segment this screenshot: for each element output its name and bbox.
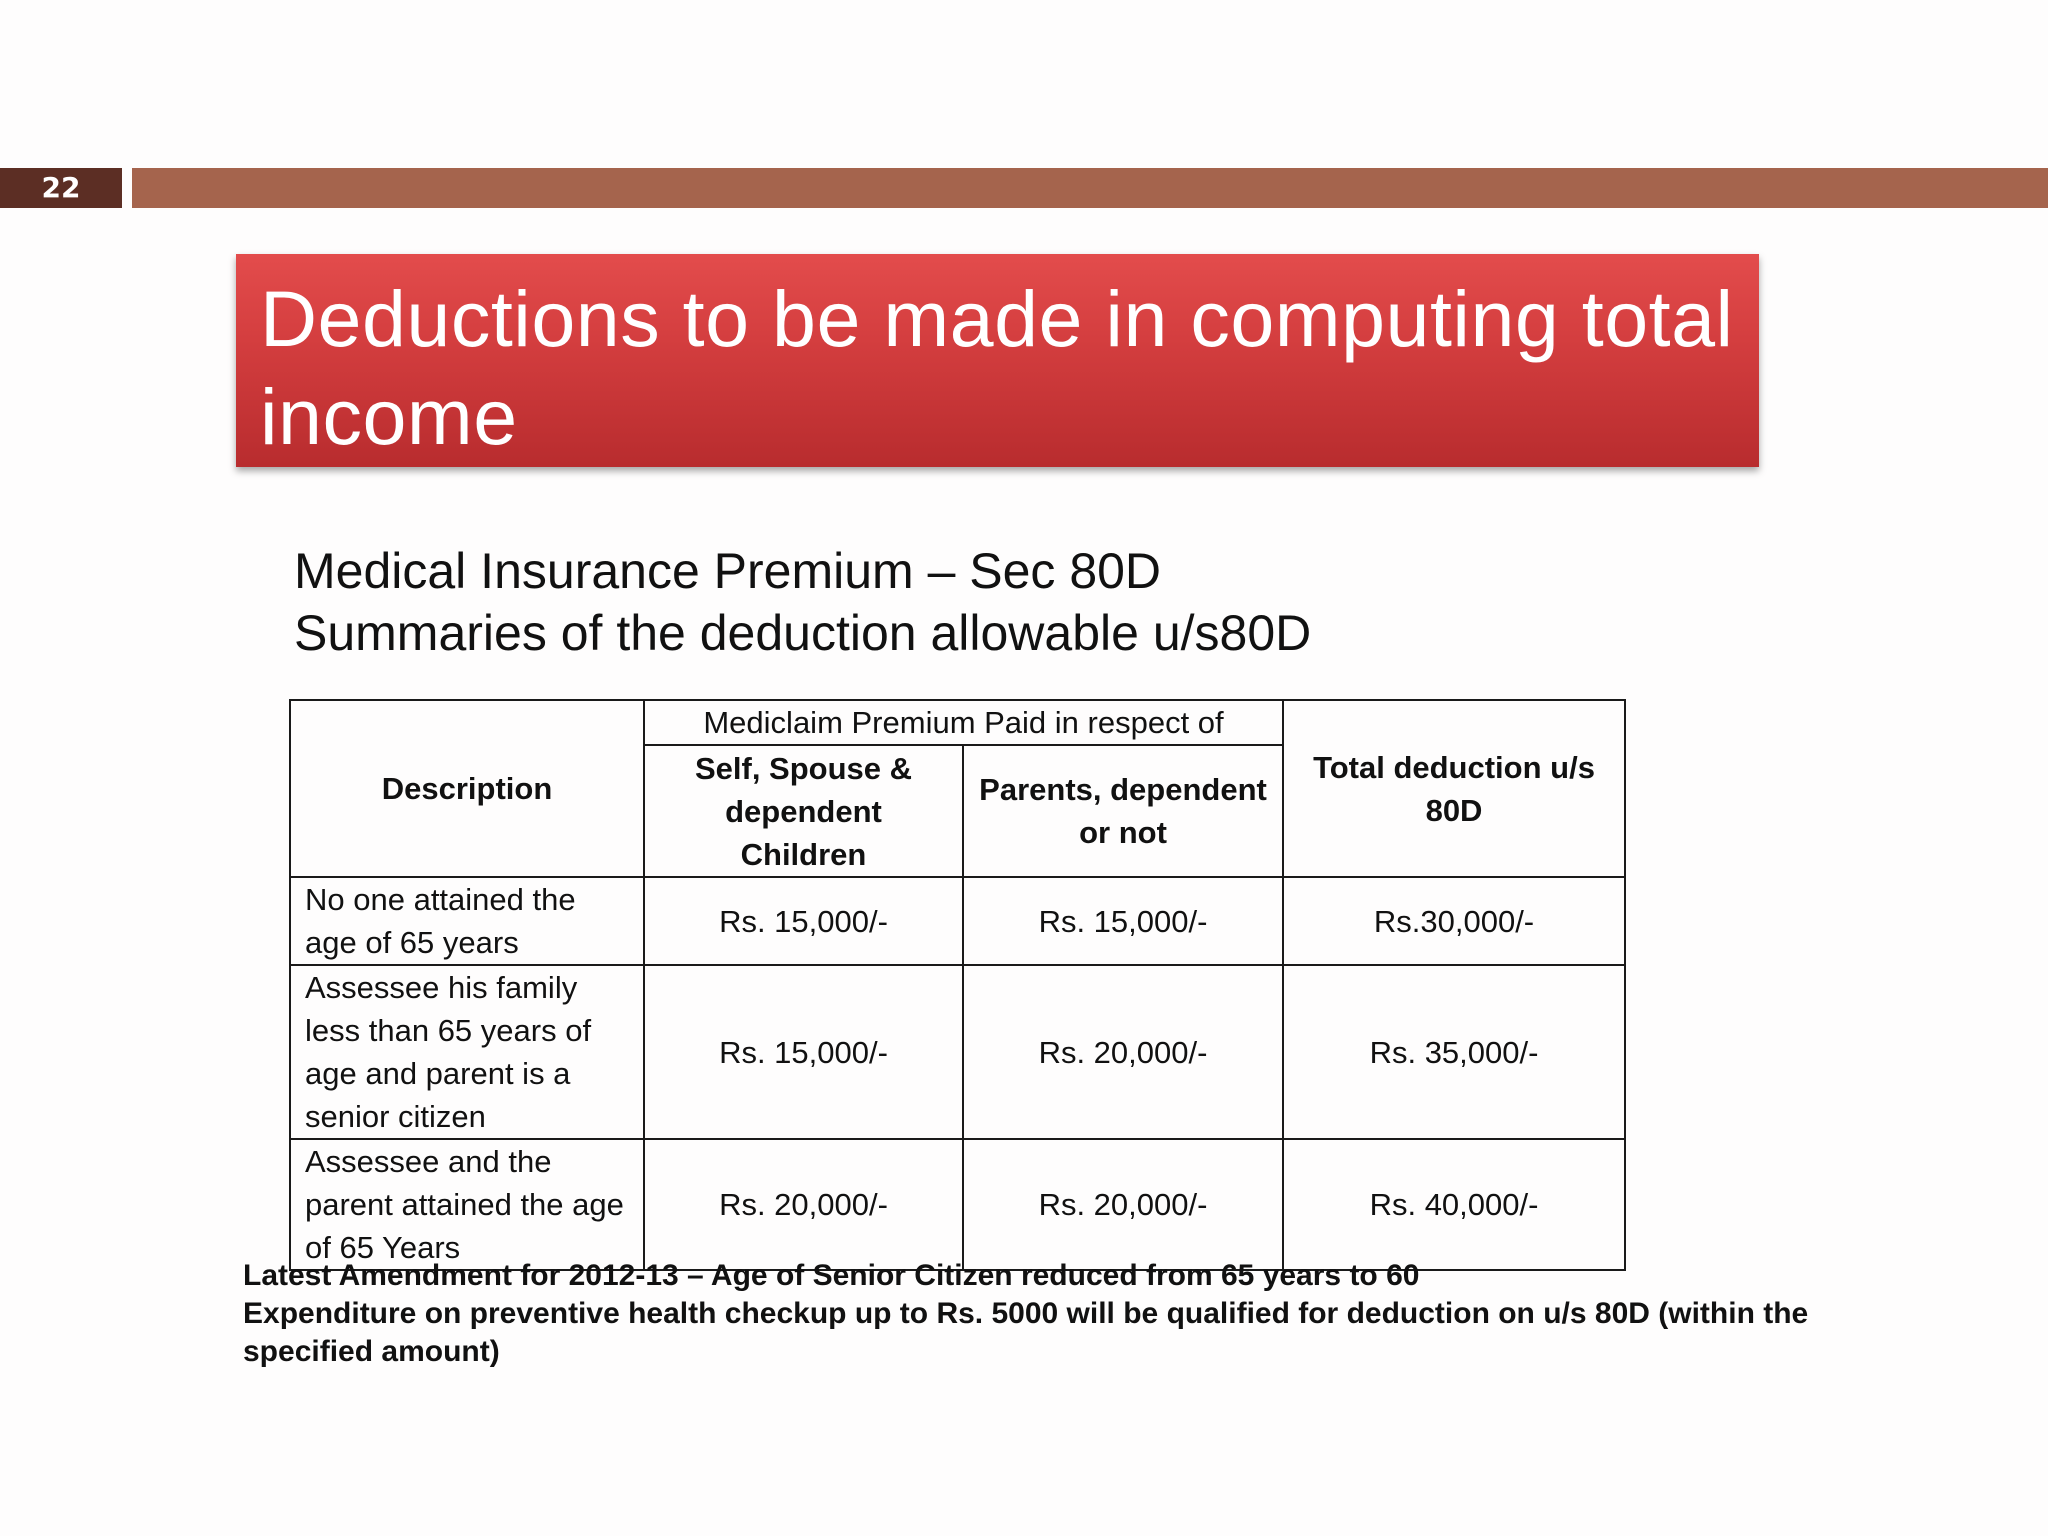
row-parents-amount: Rs. 20,000/- [963, 1139, 1283, 1270]
subtitle-block [294, 540, 1311, 664]
row-self-amount: Rs. 15,000/- [644, 877, 963, 965]
row-self-amount: Rs. 20,000/- [644, 1139, 963, 1270]
header-parents: Parents, dependent or not [963, 745, 1283, 877]
header-bar [132, 168, 2048, 208]
row-parents-amount: Rs. 15,000/- [963, 877, 1283, 965]
table-row [290, 1139, 1625, 1270]
checkup-note: Expenditure on preventive health checkup up to Rs. 5000 will be qualified for deduction on u/s 80D (within the specified amount) [243, 1297, 1809, 1368]
row-total-amount: Rs.30,000/- [1283, 877, 1625, 965]
row-self-amount: Rs. 15,000/- [644, 965, 963, 1139]
table-row [290, 877, 1625, 965]
row-total-amount: Rs. 35,000/- [1283, 965, 1625, 1139]
footnotes [243, 1257, 1893, 1371]
slide-title-banner [236, 254, 1759, 467]
amendment-note: Latest Amendment for 2012-13 – Age of Senior Citizen reduced from 65 years to 60 [243, 1259, 1420, 1292]
row-parents-amount: Rs. 20,000/- [963, 965, 1283, 1139]
row-description: No one attained the age of 65 years [290, 877, 644, 965]
deduction-table [289, 699, 1626, 1271]
header-total-deduction: Total deduction u/s 80D [1283, 700, 1625, 877]
slide-number: 22 [0, 168, 122, 208]
subtitle-line-2: Summaries of the deduction allowable u/s80D [294, 605, 1312, 661]
row-description: Assessee his family less than 65 years of age and parent is a senior citizen [290, 965, 644, 1139]
row-total-amount: Rs. 40,000/- [1283, 1139, 1625, 1270]
header-mediclaim-group: Mediclaim Premium Paid in respect of [644, 700, 1283, 745]
table-row [290, 965, 1625, 1139]
header-self-spouse-children: Self, Spouse & dependent Children [644, 745, 963, 877]
row-description: Assessee and the parent attained the age of 65 Years [290, 1139, 644, 1270]
subtitle-line-1: Medical Insurance Premium – Sec 80D [294, 543, 1162, 599]
header-description: Description [290, 700, 644, 877]
slide-title: Deductions to be made in computing total income [260, 274, 1734, 461]
